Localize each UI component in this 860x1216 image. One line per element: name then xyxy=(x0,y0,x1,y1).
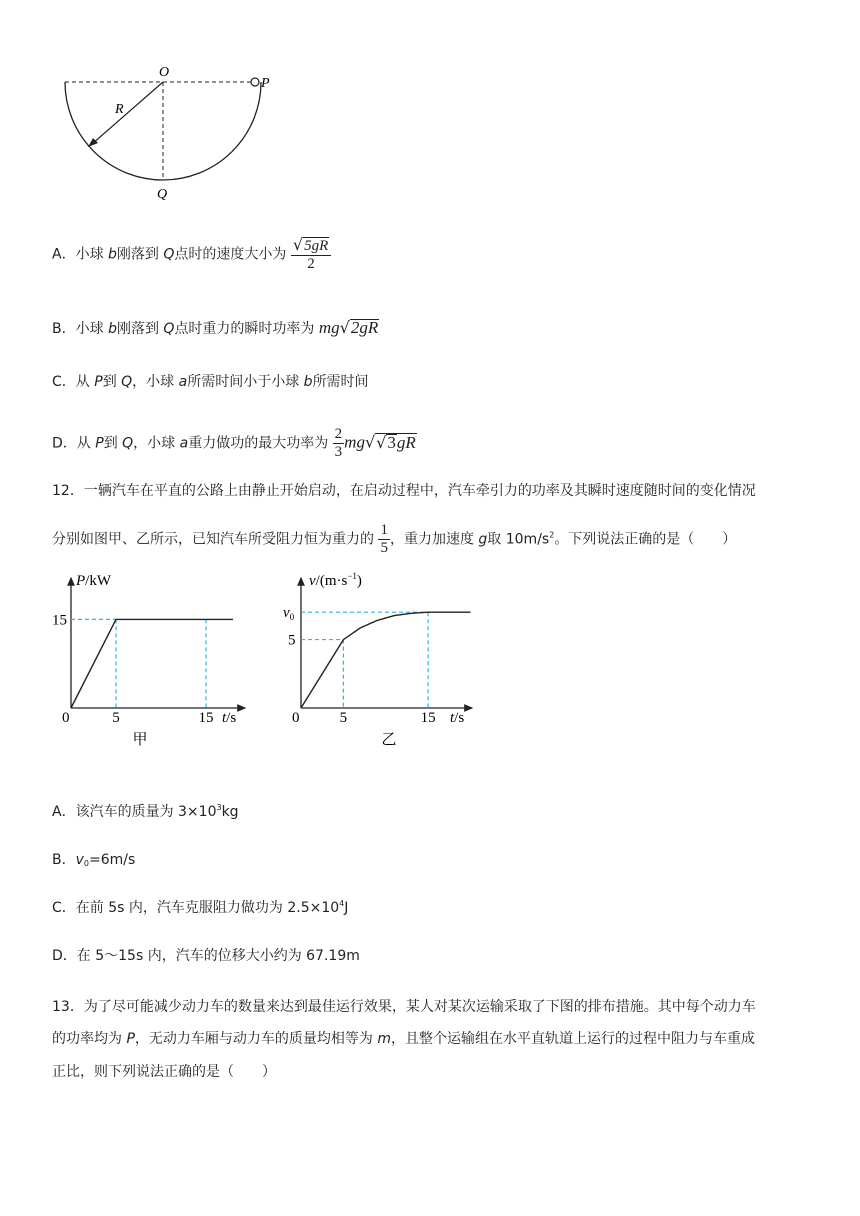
q11-option-d: D．从 P到 Q，小球 a重力做功的最大功率为 $\frac{2}{3}$ mg√√3gR xyxy=(52,426,416,460)
velocity-series-line xyxy=(301,612,471,708)
semicircle-figure xyxy=(55,62,285,202)
q11-option-c: C．从 P到 Q，小球 a所需时间小于小球 b所需时间 xyxy=(52,374,369,390)
q12-option-c: C．在前 5s 内，汽车克服阻力做功为 $2.5\times 10^4J$ xyxy=(52,899,349,916)
y-axis-label: P/kW xyxy=(76,573,111,589)
q12-stem-line1: 12．一辆汽车在平直的公路上由静止开始启动，在启动过程中，汽车牵引力的功率及其瞬时速度随时间的变化情况 xyxy=(52,483,756,499)
x-tick-15: 15 xyxy=(420,710,436,726)
y-axis-label: $v/(m\cdot s^{-1})$ xyxy=(309,571,362,589)
label-p: P xyxy=(261,76,270,91)
y-tick-5: 5 xyxy=(288,632,296,649)
x-axis-label: t/s xyxy=(450,710,465,726)
x-tick-5: 5 xyxy=(339,710,348,726)
frac-2-over-3: $\frac{2}{3}$ xyxy=(334,426,343,460)
q12-option-b: B．$v_0=6m/s$ xyxy=(52,852,136,868)
velocity-time-chart xyxy=(280,565,480,750)
q13-stem-line3: 正比，则下列说法正确的是（ ） xyxy=(52,1064,276,1080)
q12-stem-line2: 分别如图甲、乙所示，已知汽车所受阻力恒为重力的 $\frac{1}{5}$ ，重力加速度 g取 $10m/s^2$。下列说法正确的是（ ） xyxy=(52,522,737,556)
power-time-chart xyxy=(50,570,250,750)
x-tick-5: 5 xyxy=(112,710,120,726)
label-r: R xyxy=(115,102,124,117)
frac-sqrt5gr-over-2: $\frac{√5gR}{2}$ xyxy=(291,236,331,273)
origin-label: 0 xyxy=(62,710,70,726)
q13-stem-line1: 13．为了尽可能减少动力车的数量来达到最佳运行效果，某人对某次运输采取了下图的排布措施。其中每个动力车 xyxy=(52,999,756,1015)
q12-option-d: D．在 5～15s 内，汽车的位移大小约为 67.19m xyxy=(52,948,360,964)
chart-title-jia: 甲 xyxy=(132,732,148,748)
ball-p xyxy=(251,78,259,86)
frac-1-over-5: $\frac{1}{5}$ xyxy=(380,522,388,556)
power-series-line xyxy=(71,619,233,708)
q11-option-a: A．小球 b刚落到 Q点时的速度大小为 $\frac{√5gR}{2}$ xyxy=(52,236,331,273)
q11-option-b: B．小球 b刚落到 Q点时重力的瞬时功率为 mg√2gR xyxy=(52,318,379,337)
label-q-bottom: Q xyxy=(157,187,168,202)
label-o: O xyxy=(159,65,170,80)
radius-line xyxy=(92,82,163,144)
q13-stem-line2: 的功率均为 P，无动力车厢与动力车的质量均相等为 m，且整个运输组在水平直轨道上运行的过程中阻力与车重成 xyxy=(52,1031,755,1047)
q12-option-a: A．该汽车的质量为 $3\times 10^3kg$ xyxy=(52,803,239,820)
x-axis-label: t/s xyxy=(222,710,237,726)
chart-title-yi: 乙 xyxy=(381,732,397,748)
origin-label: 0 xyxy=(292,710,300,726)
y-tick-15: 15 xyxy=(52,612,67,629)
y-tick-v0: $v_0$ xyxy=(283,605,295,623)
x-tick-15: 15 xyxy=(198,710,214,726)
